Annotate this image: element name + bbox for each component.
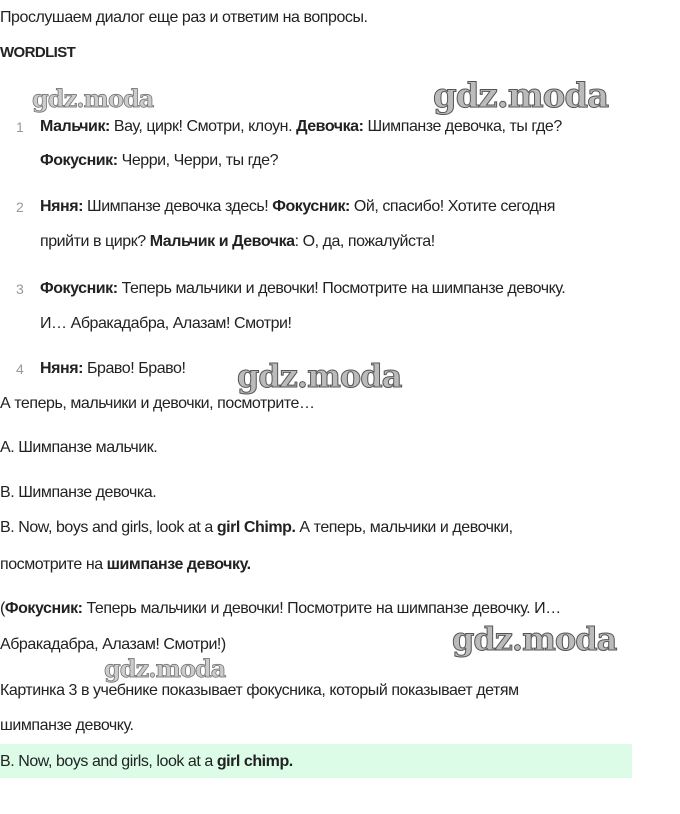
text-segment: Картинка 3 в учебнике показывает фокусника, который показывает детям	[0, 682, 519, 699]
dialog-line-2b	[40, 232, 435, 252]
dialog-line-4	[40, 359, 186, 379]
text-segment: B. Now, boys and girls, look at a	[0, 753, 217, 770]
text-segment: шимпанзе девочку.	[0, 717, 134, 734]
text-segment: прийти в цирк?	[40, 233, 150, 250]
text-segment: Шимпанзе девочка здесь!	[82, 198, 273, 215]
dialog-line-1b	[40, 151, 278, 171]
bold-text: Мальчик:	[40, 118, 110, 135]
line-number: 3	[16, 281, 24, 297]
section-heading: WORDLIST	[0, 44, 76, 61]
watermark-logo: gdz.moda	[433, 76, 609, 116]
line-number: 2	[16, 199, 24, 215]
text-segment: И… Абракадабра, Алазам! Смотри!	[40, 315, 292, 332]
text-segment: Теперь мальчики и девочки! Посмотрите на шимпанзе девочку. И…	[82, 600, 561, 617]
text-segment: Шимпанзе девочка, ты где?	[363, 118, 562, 135]
dialog-line-2a	[40, 197, 555, 217]
explanation-line	[0, 681, 519, 701]
text-segment: B. Now, boys and girls, look at a	[0, 519, 217, 536]
text-segment: Браво! Браво!	[82, 360, 186, 377]
explanation-line	[0, 716, 133, 736]
watermark-logo: gdz.moda	[104, 654, 226, 683]
bold-text: Фокусник:	[40, 280, 118, 297]
text-segment: Теперь мальчики и девочки! Посмотрите на шимпанзе девочку.	[117, 280, 566, 297]
bold-text: Фокусник:	[4, 600, 83, 617]
bold-text: girl Chimp.	[216, 519, 296, 536]
watermark-logo: gdz.moda	[452, 620, 617, 658]
bold-text: Фокусник:	[40, 152, 118, 169]
bold-text: Мальчик и Девочка	[149, 233, 295, 250]
watermark-logo: gdz.moda	[237, 357, 402, 395]
bold-text: girl chimp.	[216, 753, 293, 770]
text-segment: А теперь, мальчики и девочки,	[295, 519, 513, 536]
explanation-line	[0, 599, 561, 619]
text-segment: : О, да, пожалуйста!	[294, 233, 435, 250]
bold-text: Фокусник:	[272, 198, 350, 215]
answer-text	[0, 752, 293, 772]
text-segment: посмотрите на	[0, 556, 107, 573]
intro-text: Прослушаем диалог еще раз и ответим на вопросы.	[0, 9, 368, 26]
line-number: 4	[16, 361, 24, 377]
bold-text: Няня:	[40, 360, 83, 377]
text-segment: Черри, Черри, ты где?	[117, 152, 279, 169]
text-segment: Вау, цирк! Смотри, клоун.	[109, 118, 297, 135]
line-number: 1	[16, 119, 24, 135]
dialog-line-3a	[40, 279, 565, 299]
question-text: А теперь, мальчики и девочки, посмотрите…	[0, 395, 315, 412]
option-a: A. Шимпанзе мальчик.	[0, 439, 158, 456]
explanation-line	[0, 635, 226, 655]
dialog-line-1a	[40, 117, 562, 137]
explanation-line	[0, 518, 513, 538]
explanation-line	[0, 555, 251, 575]
text-segment: (	[0, 600, 5, 617]
bold-text: Девочка:	[296, 118, 364, 135]
text-segment: Ой, спасибо! Хотите сегодня	[349, 198, 556, 215]
bold-text: шимпанзе девочку.	[106, 556, 251, 573]
bold-text: Няня:	[40, 198, 83, 215]
text-segment: Абракадабра, Алазам! Смотри!)	[0, 636, 226, 653]
dialog-line-3b	[40, 314, 292, 334]
option-b: B. Шимпанзе девочка.	[0, 484, 157, 501]
watermark-logo: gdz.moda	[32, 84, 154, 113]
